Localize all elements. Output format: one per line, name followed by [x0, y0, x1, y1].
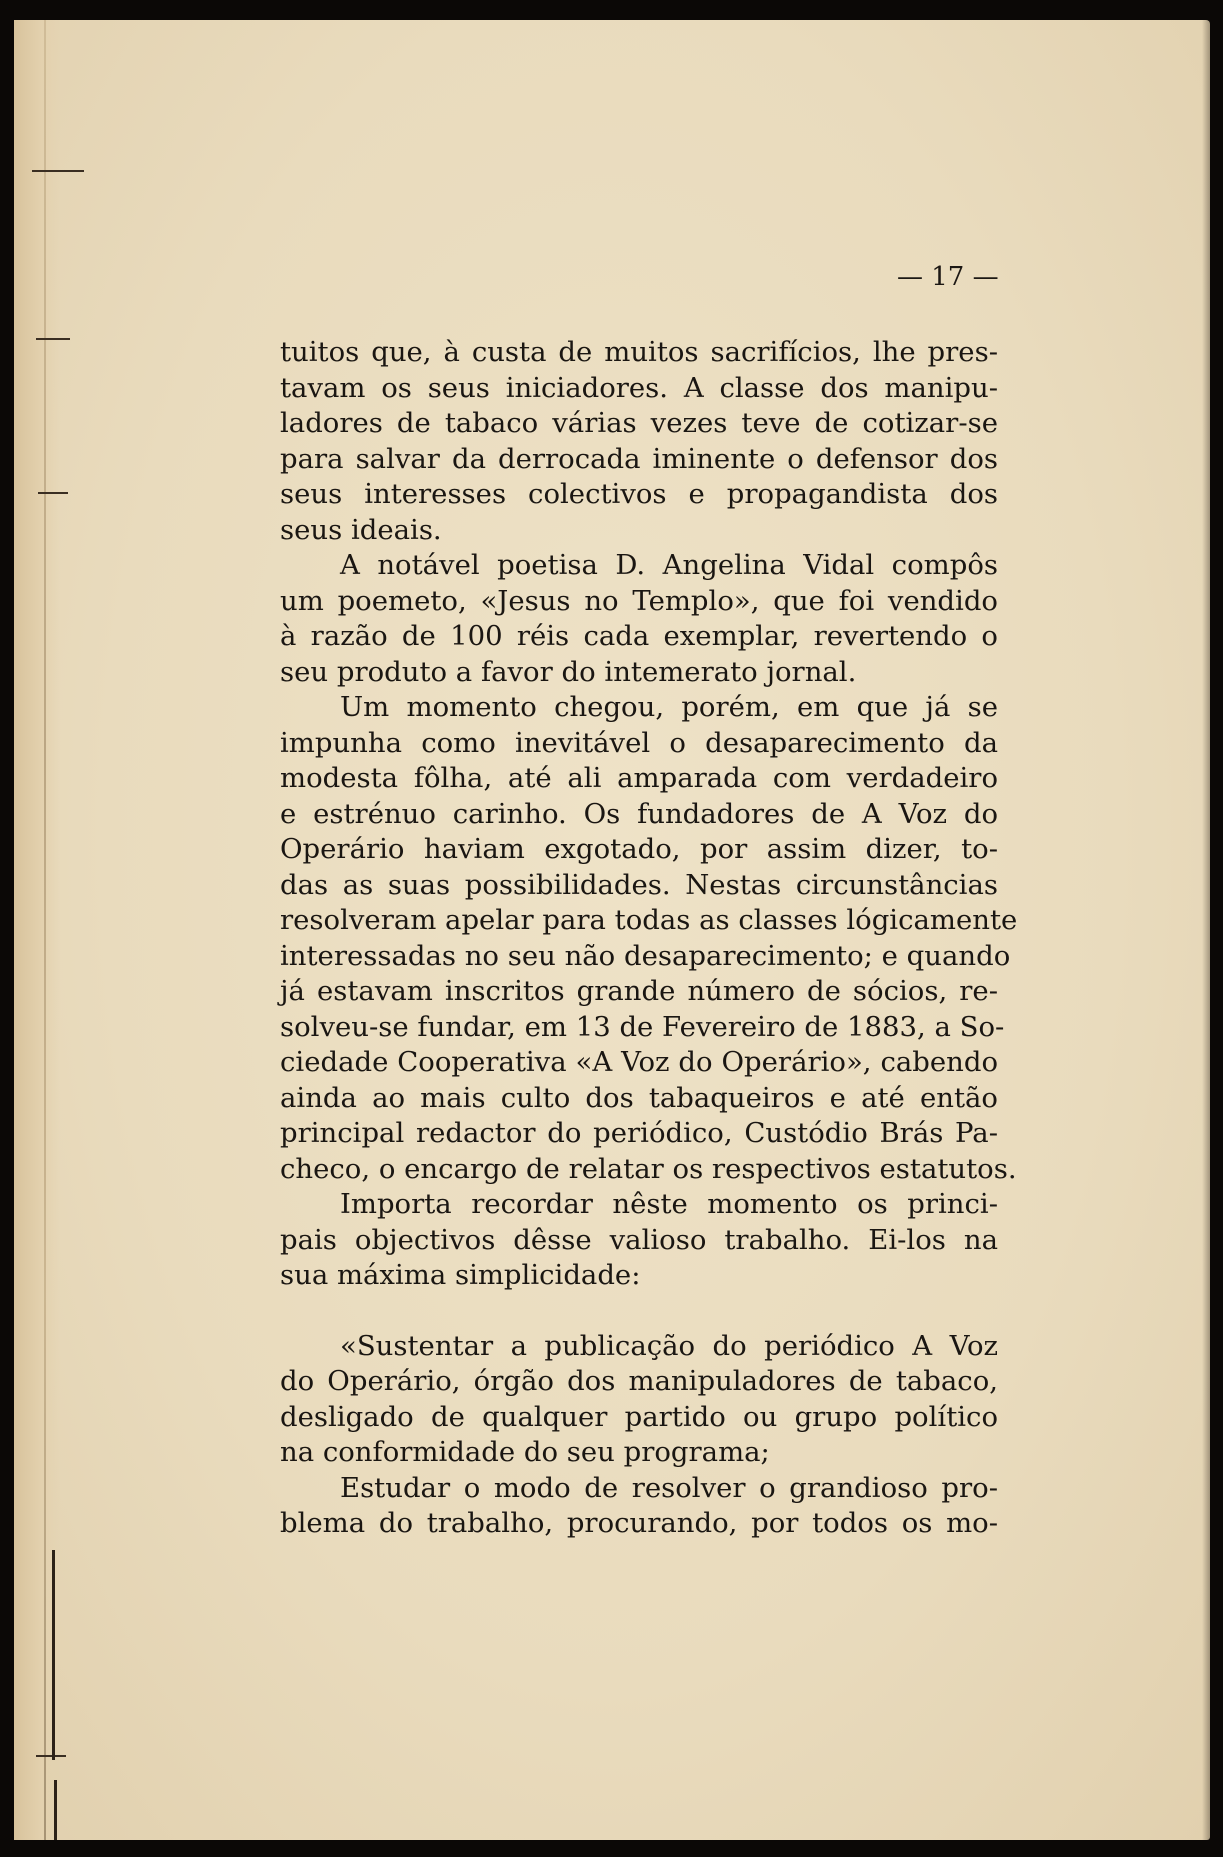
binding-stitch — [38, 492, 68, 494]
text-line: seu produto a favor do intemerato jornal. — [280, 655, 857, 688]
text-line: checo, o encargo de relatar os respectivos estatutos. — [280, 1152, 1017, 1185]
text-line: Estudar o modo de resolver o grandioso pro- — [340, 1471, 998, 1504]
text-line: e estrénuo carinho. Os fundadores de A Voz do — [280, 797, 998, 830]
text-line: solveu-se fundar, em 13 de Fevereiro de 1883, a So- — [280, 1010, 1005, 1043]
text-line: já estavam inscritos grande número de sócios, re- — [280, 975, 998, 1007]
text-line: seus ideais. — [280, 513, 442, 546]
spine-fold-line — [44, 20, 46, 1840]
text-line: tavam os seus iniciadores. A classe dos manipu- — [280, 371, 998, 404]
text-line: impunha como inevitável o desaparecimento da — [280, 726, 998, 759]
text-line: A notável poetisa D. Angelina Vidal compôs — [340, 549, 998, 581]
text-line: resolveram apelar para todas as classes lógicamente — [280, 904, 1018, 936]
text-line: blema do trabalho, procurando, por todos os mo- — [280, 1507, 998, 1539]
page-edge-shadow — [1202, 20, 1210, 1840]
paragraph-gap — [280, 1294, 998, 1329]
text-line: desligado de qualquer partido ou grupo político — [280, 1400, 998, 1433]
binding-thread — [52, 1550, 55, 1760]
binding-stitch — [36, 338, 70, 340]
text-line: do Operário, órgão dos manipuladores de tabaco, — [280, 1365, 998, 1397]
text-line: principal redactor do periódico, Custódio Brás Pa- — [280, 1117, 998, 1149]
text-line: à razão de 100 réis cada exemplar, revertendo o — [280, 620, 998, 652]
text-line: tuitos que, à custa de muitos sacrifícios, lhe pres- — [280, 336, 998, 368]
text-line: das as suas possibilidades. Nestas circunstâncias — [280, 868, 998, 901]
text-line: pais objectivos dêsse valioso trabalho. Ei-los na — [280, 1223, 998, 1256]
text-line: interessadas no seu não desaparecimento; e quando — [280, 939, 1011, 972]
text-line: na conformidade do seu programa; — [280, 1436, 770, 1468]
text-line: sua máxima simplicidade: — [280, 1259, 641, 1291]
text-line: Operário haviam exgotado, por assim dizer, to- — [280, 833, 998, 865]
binding-stitch — [36, 1755, 66, 1757]
page-number: — 17 — — [897, 262, 999, 292]
text-line: Um momento chegou, porém, em que já se — [340, 691, 998, 723]
text-line: Importa recordar nêste momento os princi- — [340, 1188, 998, 1220]
text-line: ladores de tabaco várias vezes teve de cotizar-se — [280, 407, 998, 439]
text-line: ainda ao mais culto dos tabaqueiros e até então — [280, 1081, 998, 1114]
text-line: seus interesses colectivos e propagandista dos — [280, 478, 998, 510]
text-line: modesta fôlha, até ali amparada com verdadeiro — [280, 762, 998, 794]
text-line: para salvar da derrocada iminente o defensor dos — [280, 442, 998, 475]
text-line: ciedade Cooperativa «A Voz do Operário», cabendo — [280, 1046, 998, 1078]
text-line: um poemeto, «Jesus no Templo», que foi vendido — [280, 584, 998, 617]
binding-stitch — [32, 170, 84, 172]
text-line: «Sustentar a publicação do periódico A Voz — [340, 1329, 998, 1362]
body-text — [280, 335, 1018, 1542]
binding-thread — [54, 1780, 57, 1840]
